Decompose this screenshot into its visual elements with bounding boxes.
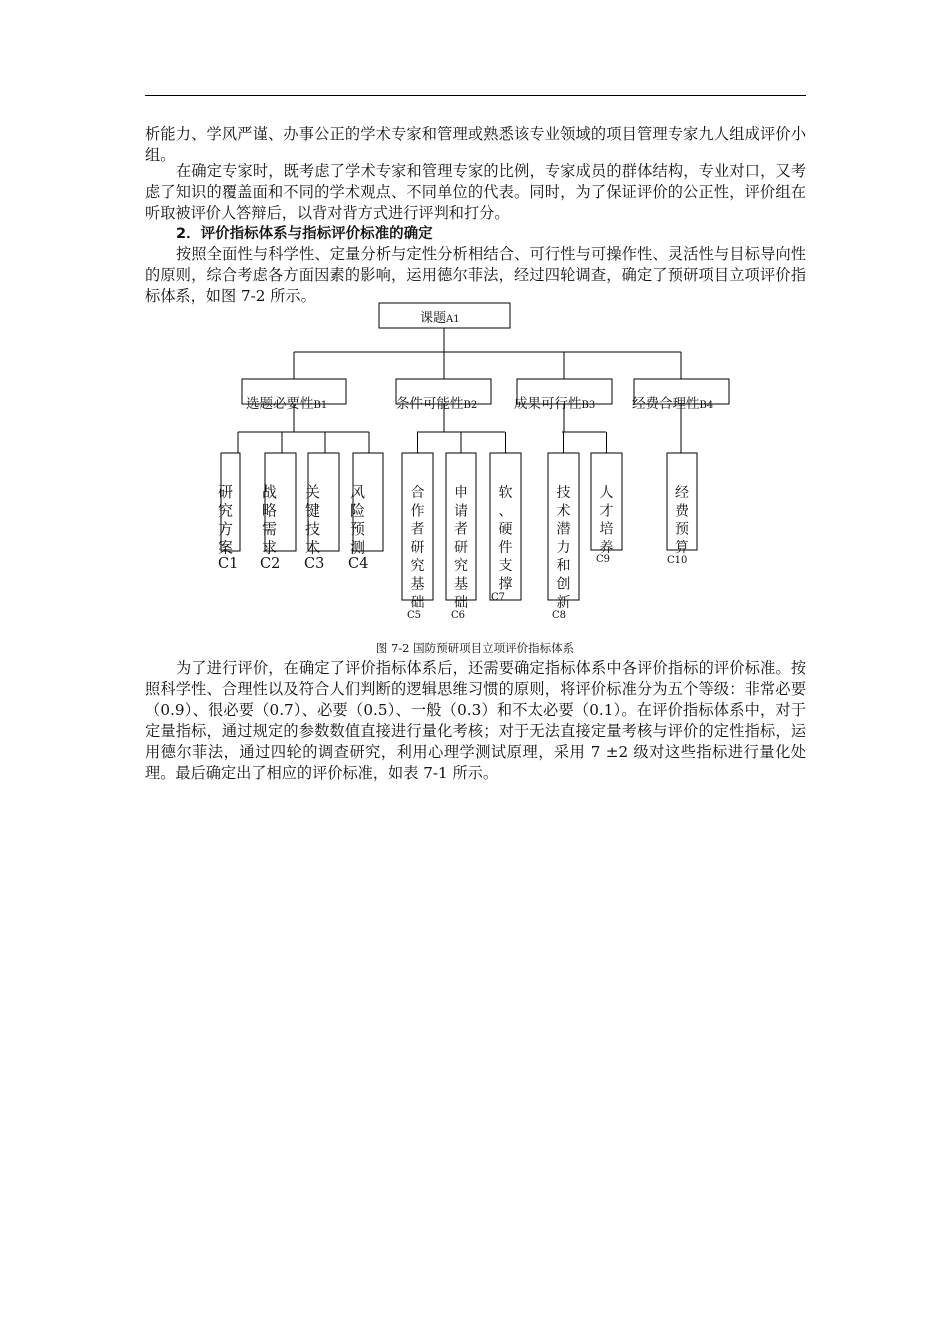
indicator-char: 件 — [498, 539, 513, 556]
indicator-char: 需 — [262, 520, 278, 538]
indicator-code-C9: C9 — [596, 554, 611, 565]
indicator-char: 、 — [498, 503, 513, 520]
paragraph-4: 为了进行评价，在确定了评价指标体系后，还需要确定指标体系中各评价指标的评价标准。按照科学性、合理性以及符合人们判断的逻辑思维习惯的原则，将评价标准分为五个等级：非常必要（0.9）、很必要（0.7）、必要（0.5）、一般（0.3）和不太必要（0.1）。在评价指标体系中，对于定量指标，通过规定的参数数值直接进行量化考核；对于无法直接定量考核与评价的定性指标，运用德尔菲法，通过四轮的调查研究，利用心理学测试原理，采用 7 ±2 级对这些指标进行量化处理。最后确定出了相应的评价标准，如表 7-1 所示。 — [145, 659, 806, 782]
group-label-B2: 条件可能性B2 — [396, 396, 478, 412]
index-system-diagram — [0, 0, 950, 660]
indicator-char: 才 — [599, 503, 614, 520]
indicator-char: 础 — [410, 594, 425, 611]
indicator-char: 研 — [454, 539, 468, 556]
indicator-char: 硬 — [498, 521, 513, 538]
indicator-char: 键 — [305, 501, 321, 520]
indicator-char: 础 — [454, 594, 468, 611]
group-label-B1: 选题必要性B1 — [246, 396, 328, 412]
paragraph-2: 在确定专家时，既考虑了学术专家和管理专家的比例，专家成员的群体结构，专业对口，又考虑了知识的覆盖面和不同的学术观点、不同单位的代表。同时，为了保证评价的公正性，评价组在听取被评价人答辩后，以背对背方式进行评判和打分。 — [145, 162, 806, 222]
indicator-char: 新 — [556, 594, 571, 611]
indicator-char: 费 — [675, 503, 689, 520]
indicator-char: 支 — [498, 558, 513, 575]
indicator-char: 养 — [599, 539, 614, 556]
indicator-code-C10: C10 — [667, 555, 688, 566]
indicator-char: 基 — [454, 576, 468, 593]
indicator-code-C3: C3 — [304, 556, 325, 572]
indicator-code-C7: C7 — [491, 592, 506, 603]
indicator-char: 究 — [454, 558, 468, 575]
indicator-char: 预 — [350, 520, 366, 538]
section-heading: 2．评价指标体系与指标评价标准的确定 — [176, 226, 433, 242]
group-label-B4: 经费合理性B4 — [632, 396, 714, 412]
indicator-char: 培 — [599, 521, 614, 538]
indicator-char: 险 — [350, 501, 366, 520]
indicator-code-C6: C6 — [451, 610, 466, 621]
indicator-char: 术 — [305, 538, 321, 557]
indicator-char: 者 — [410, 521, 425, 538]
indicator-char: 术 — [556, 503, 571, 520]
indicator-char: 预 — [675, 521, 689, 538]
indicator-char: 测 — [350, 538, 366, 557]
indicator-char: 研 — [218, 483, 234, 501]
indicator-char: 经 — [675, 485, 689, 501]
indicator-char: 力 — [556, 539, 571, 556]
indicator-char: 案 — [218, 538, 234, 557]
indicator-char: 和 — [556, 558, 571, 575]
indicator-char: 关 — [305, 483, 321, 501]
indicator-code-C5: C5 — [407, 610, 422, 621]
indicator-char: 合 — [410, 485, 425, 501]
indicator-char: 究 — [410, 558, 425, 575]
indicator-char: 究 — [218, 501, 234, 520]
group-label-B3: 成果可行性B3 — [514, 396, 596, 412]
indicator-code-C4: C4 — [348, 556, 369, 572]
indicator-code-C8: C8 — [552, 610, 567, 621]
indicator-char: 算 — [675, 539, 689, 556]
indicator-char: 技 — [556, 485, 571, 501]
indicator-char: 申 — [454, 485, 468, 501]
indicator-char: 请 — [454, 503, 468, 520]
root-label: 课题A1 — [420, 311, 460, 326]
indicator-char: 方 — [218, 520, 234, 538]
indicator-char: 基 — [410, 576, 425, 593]
indicator-char: 技 — [305, 520, 321, 538]
indicator-char: 撑 — [498, 576, 513, 593]
figure-caption: 图 7-2 国防预研项目立项评价指标体系 — [375, 641, 575, 655]
indicator-char: 略 — [262, 501, 278, 520]
indicator-code-C2: C2 — [260, 556, 281, 572]
indicator-char: 求 — [262, 538, 278, 557]
indicator-char: 人 — [599, 485, 614, 501]
indicator-char: 软 — [498, 485, 513, 501]
indicator-code-C1: C1 — [218, 556, 239, 572]
indicator-char: 者 — [454, 521, 468, 538]
indicator-char: 战 — [262, 483, 278, 501]
indicator-char: 风 — [350, 483, 366, 501]
indicator-char: 潜 — [556, 521, 571, 538]
indicator-char: 创 — [556, 576, 571, 593]
paragraph-3: 按照全面性与科学性、定量分析与定性分析相结合、可行性与可操作性、灵活性与目标导向性的原则，综合考虑各方面因素的影响，运用德尔菲法，经过四轮调查，确定了预研项目立项评价指标体系，如图 7-2 所示。 — [145, 245, 806, 305]
paragraph-1: 析能力、学风严谨、办事公正的学术专家和管理或熟悉该专业领域的项目管理专家九人组成评价小组。 — [145, 125, 806, 164]
indicator-char: 作 — [410, 503, 425, 520]
indicator-char: 研 — [410, 539, 425, 556]
